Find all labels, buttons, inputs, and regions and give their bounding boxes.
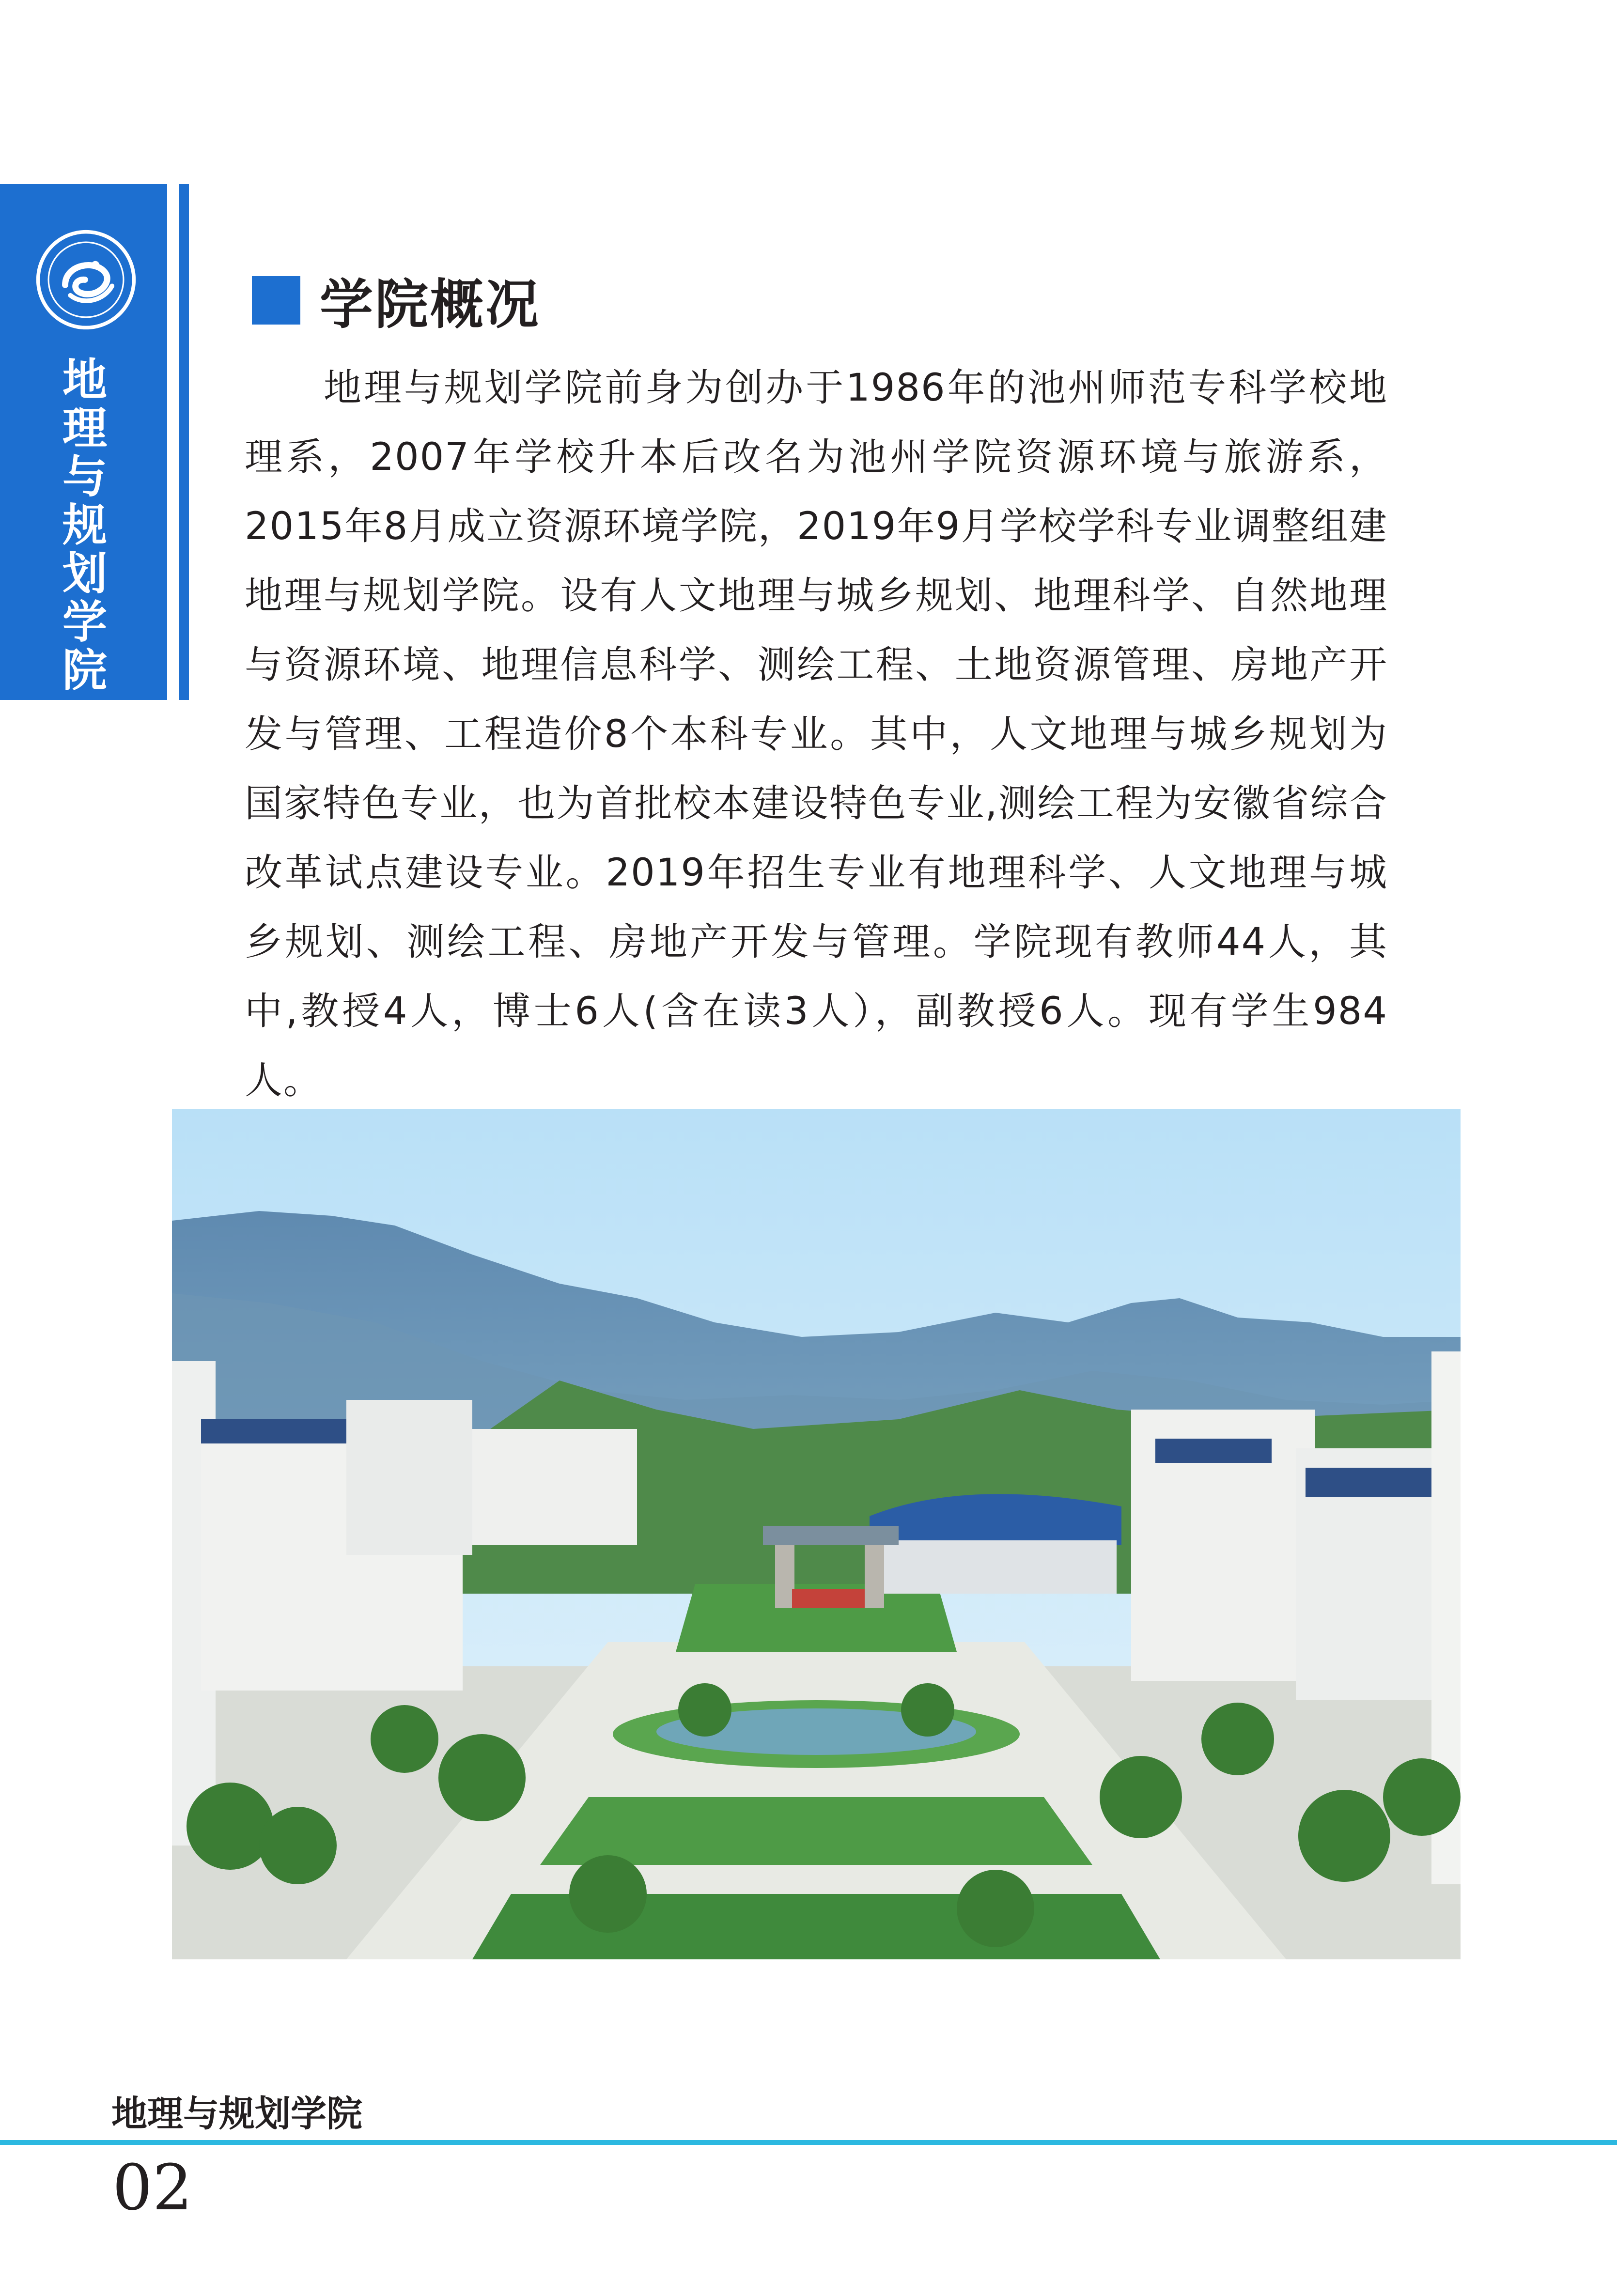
page-number: 02 (112, 2151, 193, 2224)
sidebar-title-char: 地 (62, 354, 107, 406)
footer-title: 地理与规划学院 (111, 2093, 362, 2135)
campus-illustration (172, 1109, 1461, 1959)
college-overview-paragraph (245, 354, 1388, 1116)
sidebar-title-char: 理 (62, 403, 107, 454)
sidebar-title-char: 划 (62, 548, 107, 600)
sidebar-title-char: 院 (62, 645, 107, 697)
sidebar-stripe (179, 184, 189, 700)
footer-rule (0, 2140, 1617, 2145)
section-heading (252, 269, 541, 336)
sidebar-title-char: 与 (62, 451, 107, 503)
paragraph-text: 地理与规划学院前身为创办于1986年的池州师范专科学校地理系，2007年学校升本后改名为池州学院资源环境与旅游系，2015年8月成立资源环境学院，2019年9月学校学科专业调整组建地理与规划学院。设有人文地理与城乡规划、地理科学、自然地理与资源环境、地理信息科学、测绘工程、土地资源管理、房地产开发与管理、工程造价8个本科专业。其中，人文地理与城乡规划为国家特色专业，也为首批校本建设特色专业,测绘工程为安徽省综合改革试点建设专业。2019年招生专业有地理科学、人文地理与城乡规划、测绘工程、房地产开发与管理。学院现有教师44人，其中,教授4人，博士6人(含在读3人），副教授6人。现有学生984人。 (245, 366, 1388, 1102)
sidebar-vertical-title (58, 356, 111, 695)
campus-aerial-photo (172, 1109, 1461, 1959)
college-seal-icon (34, 228, 138, 332)
heading-square-marker (252, 276, 300, 325)
sidebar-title-char: 学 (62, 596, 107, 648)
sidebar-title-char: 规 (62, 499, 107, 551)
section-title: 学院概况 (320, 274, 541, 336)
